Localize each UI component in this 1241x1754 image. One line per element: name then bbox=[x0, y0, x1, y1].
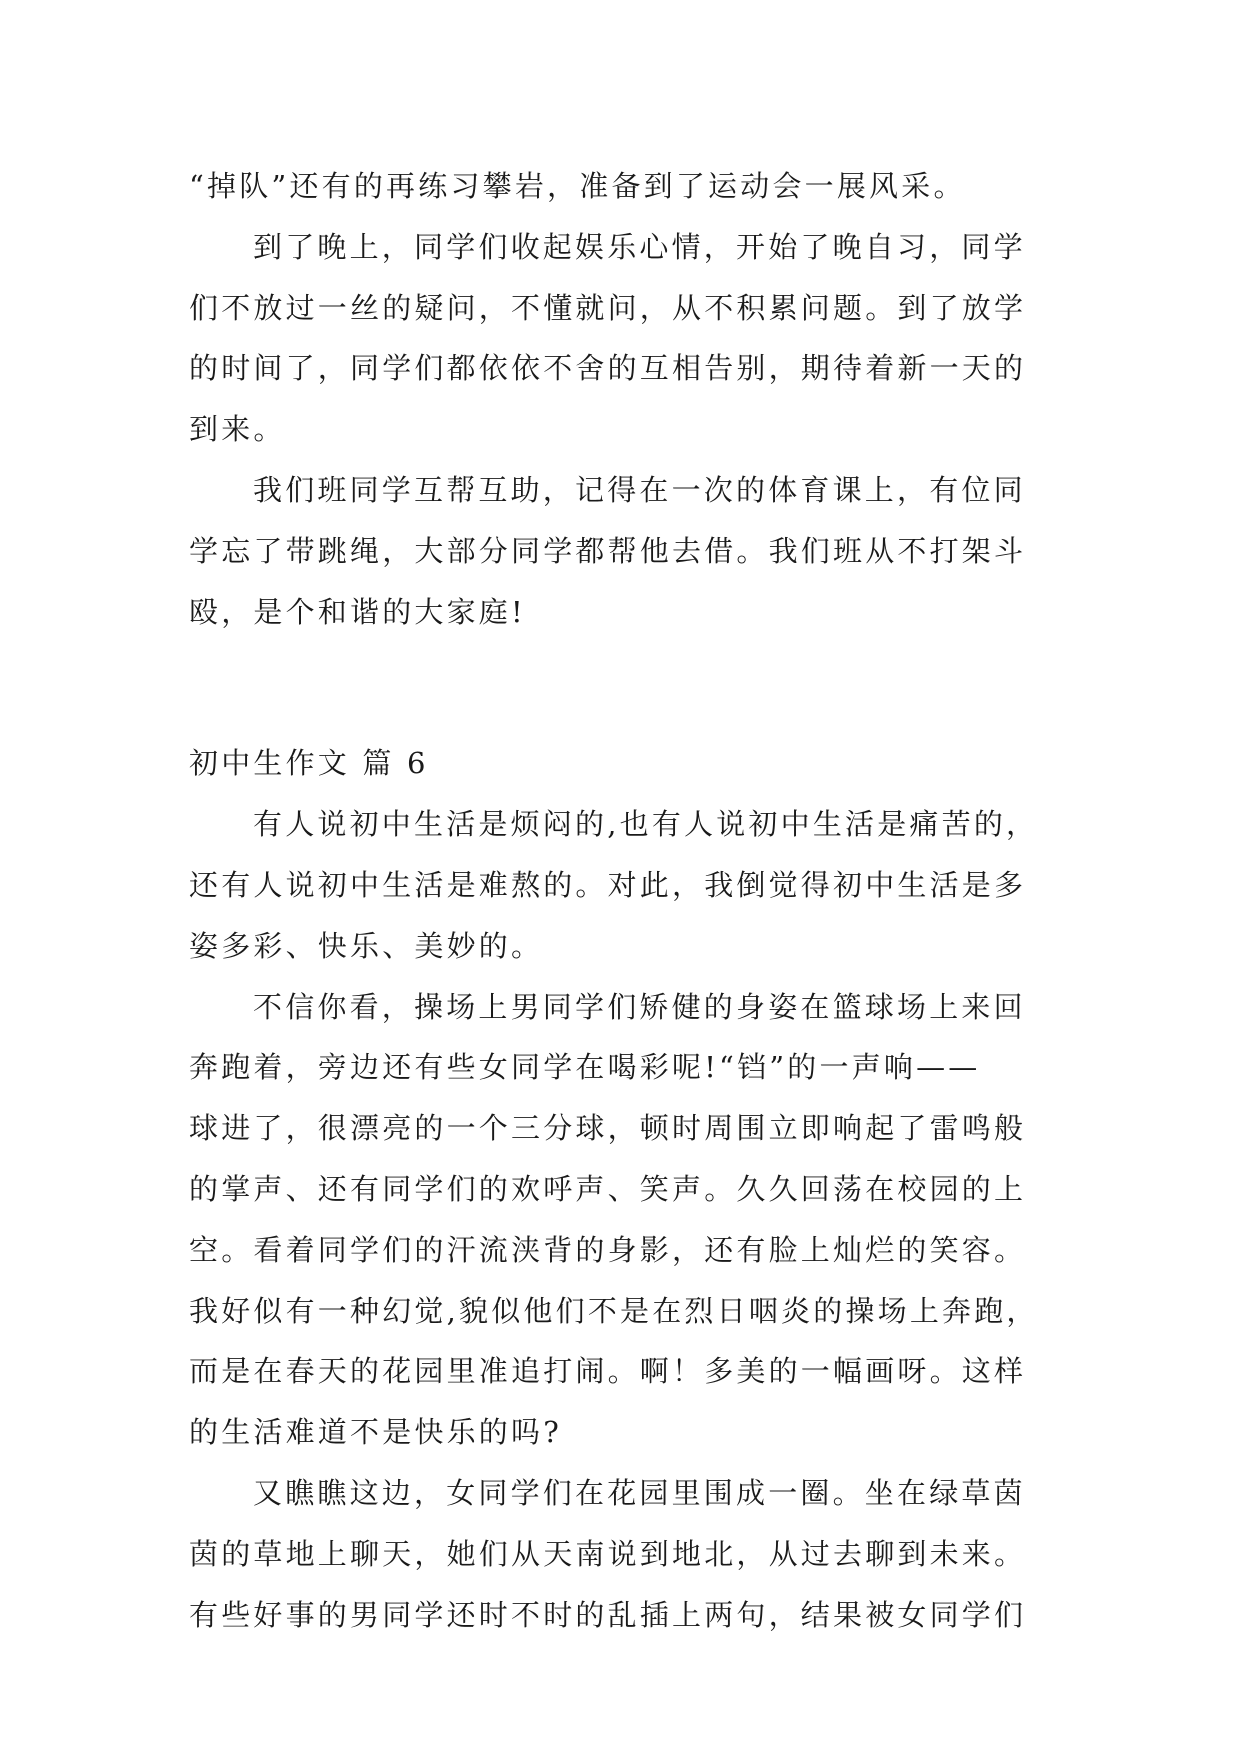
text-line: 茵的草地上聊天，她们从天南说到地北，从过去聊到未来。 bbox=[189, 1536, 1027, 1571]
paragraph-start-line: 我们班同学互帮互助，记得在一次的体育课上，有位同 bbox=[253, 472, 1026, 507]
text-line: “掉队”还有的再练习攀岩，准备到了运动会一展风采。 bbox=[189, 169, 966, 203]
text-line: 学忘了带跳绳，大部分同学都帮他去借。我们班从不打架斗 bbox=[189, 533, 1027, 568]
text-line: 空。看着同学们的汗流浃背的身影，还有脸上灿烂的笑容。 bbox=[189, 1232, 1027, 1267]
text-line: 到来。 bbox=[189, 412, 286, 447]
text-line: 有些好事的男同学还时不时的乱插上两句，结果被女同学们 bbox=[189, 1597, 1027, 1632]
text-line: 还有人说初中生活是难熬的。对此，我倒觉得初中生活是多 bbox=[189, 867, 1027, 902]
text-line: 的掌声、还有同学们的欢呼声、笑声。久久回荡在校园的上 bbox=[189, 1171, 1027, 1206]
text-line: 的生活难道不是快乐的吗? bbox=[189, 1415, 562, 1450]
text-line: 的时间了，同学们都依依不舍的互相告别，期待着新一天的 bbox=[189, 351, 1027, 386]
paragraph-start-line: 不信你看，操场上男同学们矫健的身姿在篮球场上来回 bbox=[253, 989, 1026, 1024]
paragraph-start-line: 到了晚上，同学们收起娱乐心情，开始了晚自习，同学 bbox=[253, 229, 1026, 264]
paragraph-start-line: 又瞧瞧这边，女同学们在花园里围成一圈。坐在绿草茵 bbox=[253, 1475, 1026, 1510]
text-line: 我好似有一种幻觉,貌似他们不是在烈日咽炎的操场上奔跑， bbox=[189, 1293, 1039, 1328]
section-spacer bbox=[189, 642, 1061, 733]
document-body bbox=[189, 156, 1061, 1645]
text-line: 姿多彩、快乐、美妙的。 bbox=[189, 928, 544, 963]
text-line: 球进了，很漂亮的一个三分球，顿时周围立即响起了雷鸣般 bbox=[189, 1111, 1027, 1146]
paragraph-start-line: 有人说初中生活是烦闷的,也有人说初中生活是痛苦的， bbox=[253, 807, 1039, 842]
text-line: 而是在春天的花园里准追打闹。啊！多美的一幅画呀。这样 bbox=[189, 1354, 1027, 1389]
section-heading: 初中生作文 篇 6 bbox=[189, 746, 429, 781]
text-line: 奔跑着，旁边还有些女同学在喝彩呢!“铛”的一声响—— bbox=[189, 1050, 981, 1085]
text-line: 殴，是个和谐的大家庭! bbox=[189, 594, 526, 629]
text-line: 们不放过一丝的疑问，不懂就问，从不积累问题。到了放学 bbox=[189, 290, 1027, 325]
